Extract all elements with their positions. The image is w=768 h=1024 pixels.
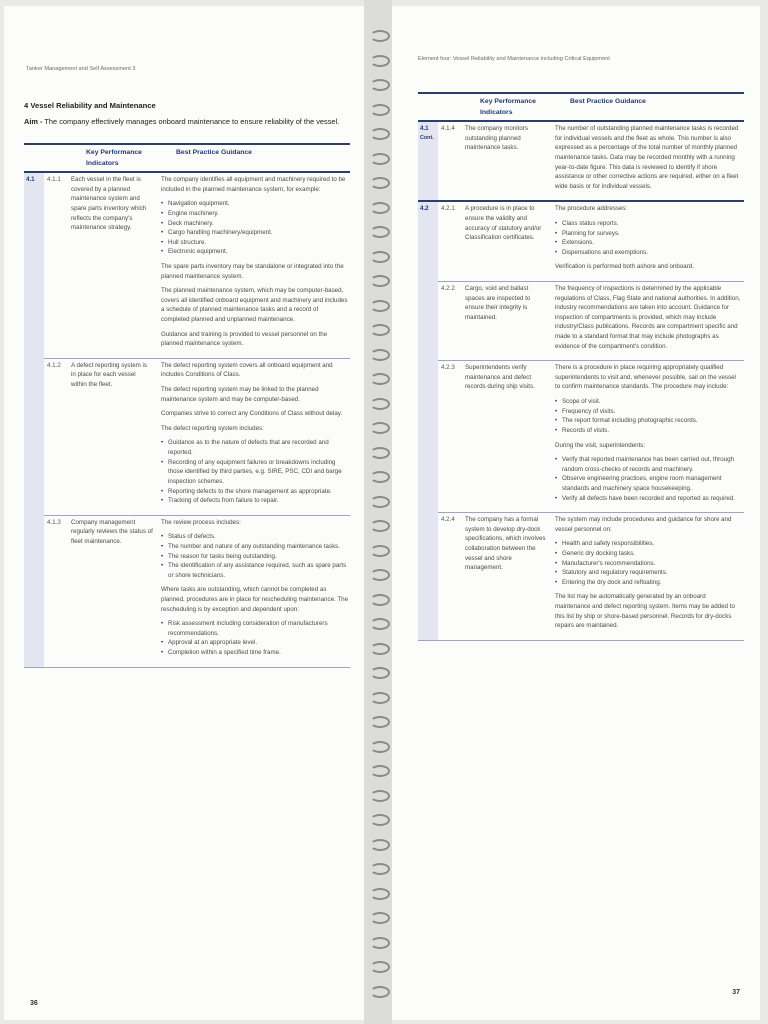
kpi-text: A procedure is in place to ensure the validity and accuracy of statutory and/or Classification certificates. — [465, 205, 542, 242]
guidance-paragraph: The defect reporting system includes: — [161, 424, 264, 432]
kpi-number: 4.2.4 — [441, 516, 455, 524]
list-item: • Observe engineering practices, engine room management standards and machinery space housekeeping. — [555, 474, 742, 493]
bpg-header: Best Practice Guidance — [570, 98, 646, 105]
section-aim — [24, 117, 339, 126]
guidance — [551, 513, 744, 640]
guidance-paragraph: Companies strive to correct any Conditions of Class without delay. — [161, 410, 343, 418]
guidance-paragraph: The planned maintenance system, which may be computer-based, covers all identified onboard equipment and machinery and includes a schedule of planned maintenance tasks and a record of completed planned and unplanned maintenance. — [161, 287, 348, 323]
section-4-1 — [24, 173, 350, 667]
list-item: • The number and nature of any outstanding maintenance tasks. — [161, 542, 348, 552]
binding-ring — [370, 790, 390, 802]
guidance — [551, 122, 744, 200]
kpi-number: 4.2.2 — [441, 284, 455, 292]
list-item: • Deck machinery. — [161, 219, 348, 229]
guidance-paragraph: The frequency of inspections is determined by the applicable regulations of Class, Flag State and national authorities. In addition, industry recommendations are taken into account. Guidance for inspection of compartments is provided, which may include industry/Class publications. Records are compartment specific and made to a standard format that may include photographs as evidence of the compartment's condition. — [555, 284, 741, 350]
kpi-text: Cargo, void and ballast spaces are inspected to ensure their integrity is maintained. — [465, 284, 531, 321]
guidance-paragraph: Where tasks are outstanding, which cannot be completed as planned, procedures are in place for rescheduling maintenance. The rescheduling is by exception and dependent upon: — [161, 586, 349, 613]
kpi-number: 4.1.4 — [441, 125, 455, 133]
kpi-number: 4.2.1 — [441, 205, 455, 213]
binding-ring — [370, 692, 390, 704]
kpi-number: 4.1.3 — [47, 518, 61, 526]
table-row — [438, 281, 744, 360]
kpi-text: Company management regularly reviews the status of fleet maintenance. — [71, 518, 153, 545]
list-item: • Health and safety responsibilities. — [555, 539, 742, 549]
kpi-number: 4.1.1 — [47, 176, 61, 184]
list-item: • Frequency of visits. — [555, 407, 742, 417]
list-item: • The report format including photographic records. — [555, 416, 742, 426]
list-item: • Planning for surveys. — [555, 229, 742, 239]
list-item: • The reason for tasks being outstanding. — [161, 552, 348, 562]
list-item: • Class status reports. — [555, 219, 742, 229]
list-item: • The identification of any assistance required, such as spare parts or shore technicians. — [161, 561, 348, 580]
binding-ring — [370, 177, 390, 189]
binding-ring — [370, 643, 390, 655]
kpi-text: The company monitors outstanding planned maintenance tasks. — [465, 125, 528, 152]
list-item: • Entering the dry dock and refloating. — [555, 578, 742, 588]
table-row — [438, 202, 744, 281]
table-header — [418, 92, 744, 122]
binding-ring — [370, 471, 390, 483]
guidance-list — [555, 455, 742, 503]
section-title: 4 Vessel Reliability and Maintenance — [24, 101, 156, 110]
binding-ring — [370, 912, 390, 924]
section-number — [418, 122, 438, 200]
list-item: • Manufacturer's recommendations. — [555, 559, 742, 569]
binding-ring — [370, 226, 390, 238]
guidance-paragraph: Verification is performed both ashore and onboard. — [555, 263, 694, 271]
binding-ring — [370, 569, 390, 581]
guidance-intro: The system may include procedures and guidance for shore and vessel personnel on: — [555, 516, 732, 533]
aim-label: Aim - — [24, 117, 43, 126]
kpi-number: 4.1.2 — [47, 361, 61, 369]
list-item: • Engine machinery. — [161, 209, 348, 219]
kpi-table — [24, 143, 350, 668]
guidance-list — [555, 397, 742, 435]
kpi-header: Key Performance Indicators — [86, 149, 142, 167]
binding-ring — [370, 104, 390, 116]
binding-ring — [370, 373, 390, 385]
guidance-list — [161, 619, 348, 657]
binding-ring — [370, 986, 390, 998]
list-item: • Completion within a specified time frame. — [161, 648, 348, 658]
list-item: • Generic dry docking tasks. — [555, 549, 742, 559]
page-number: 37 — [732, 989, 740, 996]
binding-ring — [370, 128, 390, 140]
list-item: • Tracking of defects from failure to repair. — [161, 496, 348, 506]
binding-ring — [370, 275, 390, 287]
list-item: • Navigation equipment. — [161, 199, 348, 209]
guidance — [551, 202, 744, 281]
list-item: • Verify that reported maintenance has been carried out, through random cross-checks of records and machinery. — [555, 455, 742, 474]
list-item: • Guidance as to the nature of defects that are recorded and reported. — [161, 438, 348, 457]
binding-ring — [370, 937, 390, 949]
binding-ring — [370, 324, 390, 336]
binding-ring — [370, 814, 390, 826]
guidance-intro: The company identifies all equipment and machinery required to be included in the planned maintenance system, for example: — [161, 176, 346, 193]
guidance-intro: There is a procedure in place requiring appropriately qualified superintendents to visit and, whenever possible, sail on the vessel to confirm maintenance standards. The procedure may include: — [555, 364, 736, 391]
bpg-header: Best Practice Guidance — [176, 149, 252, 156]
spiral-binding — [364, 0, 392, 1024]
guidance — [157, 516, 350, 667]
list-item: • Electronic equipment. — [161, 247, 348, 257]
table-header — [24, 143, 350, 173]
list-item: • Approval at an appropriate level. — [161, 638, 348, 648]
kpi-text: Superintendents verify maintenance and defect records during ship visits. — [465, 364, 535, 391]
guidance-intro: The procedure addresses: — [555, 205, 628, 213]
binding-ring — [370, 251, 390, 263]
section-number-text: 4.1 — [420, 125, 429, 133]
binding-ring — [370, 349, 390, 361]
table-row — [44, 173, 350, 358]
guidance — [157, 173, 350, 358]
cont-label: Cont. — [420, 134, 434, 141]
binding-ring — [370, 300, 390, 312]
binding-ring — [370, 594, 390, 606]
guidance-paragraph: Guidance and training is provided to vessel personnel on the planned maintenance system. — [161, 330, 328, 348]
kpi-text: Each vessel in the fleet is covered by a planned maintenance system and spare parts inventory which reflects the company's maintenance strategy. — [71, 176, 147, 232]
binding-ring — [370, 863, 390, 875]
kpi-text: The company has a formal system to develop dry-dock specifications, which involves collaboration between the vessel and shore management. — [465, 516, 546, 572]
binding-ring — [370, 422, 390, 434]
kpi-number: 4.2.3 — [441, 364, 455, 372]
aim-text: The company effectively manages onboard maintenance to ensure reliability of the vessel. — [42, 117, 340, 126]
binding-ring — [370, 667, 390, 679]
binding-ring — [370, 618, 390, 630]
table-row — [438, 122, 744, 200]
binding-ring — [370, 961, 390, 973]
list-item: • Reporting defects to the shore management as appropriate. — [161, 487, 348, 497]
guidance-list — [161, 532, 348, 580]
binding-ring — [370, 447, 390, 459]
right-page — [392, 6, 760, 1020]
section-number: 4.1 — [24, 173, 44, 667]
list-item: • Statutory and regulatory requirements. — [555, 568, 742, 578]
binding-ring — [370, 30, 390, 42]
list-item: • Hull structure. — [161, 238, 348, 248]
binding-ring — [370, 741, 390, 753]
binding-ring — [370, 202, 390, 214]
guidance — [157, 359, 350, 515]
table-row — [44, 515, 350, 667]
binding-ring — [370, 398, 390, 410]
page-number: 36 — [30, 1000, 38, 1007]
binding-ring — [370, 839, 390, 851]
list-item: • Extensions. — [555, 238, 742, 248]
list-item: • Risk assessment including consideration of manufacturers recommendations. — [161, 619, 348, 638]
guidance-list — [161, 438, 348, 505]
guidance — [551, 361, 744, 512]
guidance-paragraph: The list may be automatically generated by an onboard maintenance and defect reporting system. Items may be added to this list by ship or shore-based personnel. Records for dry-docks repairs are maintained. — [555, 593, 735, 630]
list-item: • Dispensations and exemptions. — [555, 248, 742, 258]
binding-ring — [370, 79, 390, 91]
kpi-text: A defect reporting system is in place for each vessel within the fleet. — [71, 361, 148, 389]
guidance-paragraph: The number of outstanding planned maintenance tasks is recorded for individual vessels and the fleet as whole. This number is also expressed as a percentage of the total number of monthly planned maintenance tasks. Data may be recorded monthly with a running year-to-date figure. This data is reviewed to identify if shore assistance or other corrective actions are required, either on a fleet wide basis or for individual vessels. — [555, 125, 739, 190]
binding-ring — [370, 520, 390, 532]
guidance-list — [555, 219, 742, 257]
section-number: 4.2 — [418, 202, 438, 640]
section-4-1-cont — [418, 122, 744, 200]
running-head: Tanker Management and Self Assessment 3 — [26, 66, 136, 72]
guidance — [551, 282, 744, 360]
list-item: • Records of visits. — [555, 426, 742, 436]
list-item: • Verify all defects have been recorded and reported as required. — [555, 494, 742, 504]
guidance-intro: The review process includes: — [161, 518, 241, 526]
left-page — [4, 6, 364, 1020]
list-item: • Recording of any equipment failures or breakdowns including those identified by third parties, e.g. SIRE, PSC, CDI and barge inspection schemes. — [161, 458, 348, 487]
list-item: • Scope of visit. — [555, 397, 742, 407]
binding-ring — [370, 153, 390, 165]
table-end-rule — [24, 667, 350, 668]
guidance-paragraph: The spare parts inventory may be standalone or integrated into the planned maintenance system. — [161, 262, 344, 280]
kpi-table — [418, 92, 744, 641]
binding-ring — [370, 545, 390, 557]
guidance-paragraph: The defect reporting system covers all onboard equipment and includes Conditions of Class. — [161, 361, 333, 379]
kpi-header: Key Performance Indicators — [480, 98, 536, 116]
binding-ring — [370, 765, 390, 777]
binding-ring — [370, 55, 390, 67]
table-row — [438, 360, 744, 512]
binding-ring — [370, 716, 390, 728]
guidance-paragraph: During the visit, superintendents: — [555, 441, 646, 449]
guidance-list — [161, 199, 348, 257]
table-row — [44, 358, 350, 515]
list-item: • Cargo handling machinery/equipment. — [161, 228, 348, 238]
running-head: Element four: Vessel Reliability and Maintenance including Critical Equipment — [418, 56, 610, 62]
binding-ring — [370, 888, 390, 900]
guidance-list — [555, 539, 742, 587]
section-4-2 — [418, 200, 744, 640]
table-row — [438, 512, 744, 640]
binding-ring — [370, 496, 390, 508]
guidance-paragraph: The defect reporting system may be linked to the planned maintenance system and may be computer-based. — [161, 386, 319, 403]
list-item: • Status of defects. — [161, 532, 348, 542]
table-end-rule — [418, 640, 744, 641]
